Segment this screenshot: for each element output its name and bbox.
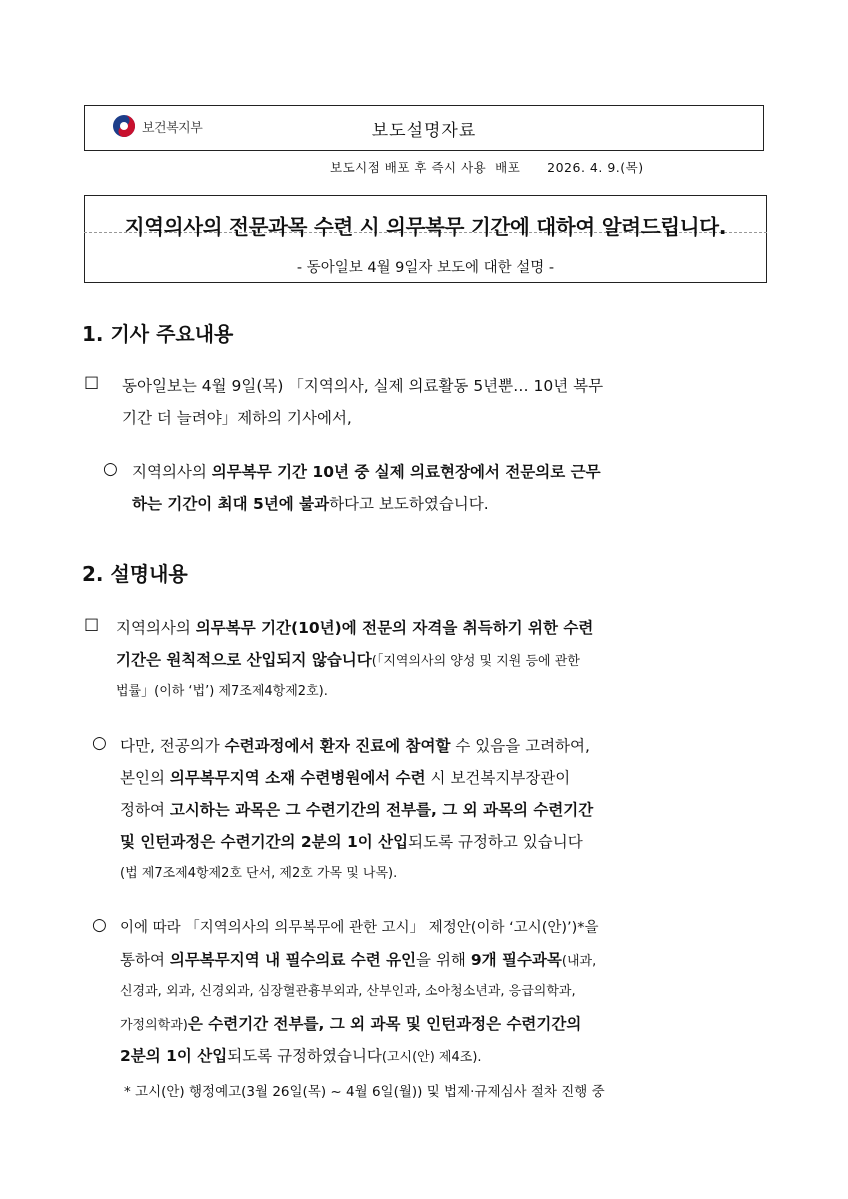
text-bold: 기간은 원칙적으로 산입되지 않습니다 [116,651,372,669]
text: 지역의사의 [116,619,196,637]
s2-p1-line3: 법률」(이하 ‘법’) 제7조제4항제2호). [116,684,328,699]
s2-p1-line1 [116,612,593,644]
s2-p3-line4 [120,1008,581,1042]
circle-bullet-icon: ○ [92,915,107,935]
text: 지역의사의 [132,463,212,481]
text-bold: 2분의 1이 산입 [120,1047,228,1065]
text: 을 위해 [416,951,471,969]
text-small: (고시(안) 제4조). [381,1050,482,1065]
text-small: 가정의학과) [120,1018,188,1033]
text-bold: 은 수련기간 전부를, 그 외 과목 및 인턴과정은 수련기간의 [187,1015,582,1033]
text-small: (「지역의사의 양성 및 지원 등에 관한 [371,654,580,669]
text-bold: 의무복무지역 내 필수의료 수련 유인 [169,951,417,969]
s2-p2-line3 [120,794,593,826]
text-bold: 의무복무지역 소재 수련병원에서 수련 [169,769,426,787]
section-2-heading: 2. 설명내용 [82,562,188,586]
s1-p2-line1 [132,456,601,488]
text-bold: 의무복무 기간(10년)에 전문의 자격을 취득하기 위한 수련 [195,619,594,637]
text-bold: 하는 기간이 최대 5년에 불과 [132,495,330,513]
s2-p2-line2 [120,762,570,794]
text-bold: 의무복무 기간 10년 중 실제 의료현장에서 전문의로 근무 [211,463,601,481]
section-1-heading: 1. 기사 주요내용 [82,322,234,346]
s1-p1-line1: 동아일보는 4월 9일(목) 「지역의사, 실제 의료활동 5년뿐… 10년 복무 [122,377,604,395]
text-bold: 9개 필수과목 [470,951,562,969]
text: 통하여 [120,951,170,969]
text: 정하여 [120,801,170,819]
s2-p2-line1 [120,730,590,762]
circle-bullet-icon: ○ [103,459,118,479]
text: 시 보건복지부장관이 [425,769,571,787]
square-bullet-icon: ☐ [84,374,100,394]
text-bold: 및 인턴과정은 수련기간의 2분의 1이 산입 [120,833,409,851]
text: 되도록 규정하였습니다 [227,1047,382,1065]
text-bold: 수련과정에서 환자 진료에 참여할 [224,737,451,755]
s2-p3-line3: 신경과, 외과, 신경외과, 심장혈관흉부외과, 산부인과, 소아청소년과, 응급의학과, [120,984,576,999]
circle-bullet-icon: ○ [92,733,107,753]
text: 하다고 보도하였습니다. [329,495,489,513]
s2-p1-line2 [116,644,580,678]
page-title: 지역의사의 전문과목 수련 시 의무복무 기간에 대하여 알려드립니다. [124,215,727,239]
text-bold: 고시하는 과목은 그 수련기간의 전부를, 그 외 과목의 수련기간 [169,801,594,819]
s2-p3-line5 [120,1040,482,1074]
s1-p1-line2: 기간 더 늘려야」제하의 기사에서, [122,409,352,427]
text-small: (내과, [561,954,597,969]
s2-p2-line4 [120,826,583,858]
s2-p3-line1: 이에 따라 「지역의사의 의무복무에 관한 고시」 제정안(이하 ‘고시(안)’)*을 [120,920,599,936]
ministry-name: 보건복지부 [142,120,203,136]
page-subtitle: - 동아일보 4월 9일자 보도에 대한 설명 - [296,260,555,276]
s1-p2-line2 [132,488,489,520]
s2-p2-line5: (법 제7조제4항제2호 단서, 제2호 가목 및 나목). [120,866,398,881]
text: 수 있음을 고려하여, [450,737,590,755]
text: 다만, 전공의가 [120,737,225,755]
s2-p3-line2 [120,944,596,978]
doc-type: 보도설명자료 [371,121,477,141]
text: 되도록 규정하고 있습니다 [408,833,583,851]
text: 본인의 [120,769,170,787]
square-bullet-icon: ☐ [84,616,100,636]
footnote: * 고시(안) 행정예고(3월 26일(목) ~ 4월 6일(월)) 및 법제·규제심사 절차 진행 중 [124,1084,605,1100]
dateline: 보도시점 배포 후 즉시 사용 배포 2026. 4. 9.(목) [330,160,644,175]
